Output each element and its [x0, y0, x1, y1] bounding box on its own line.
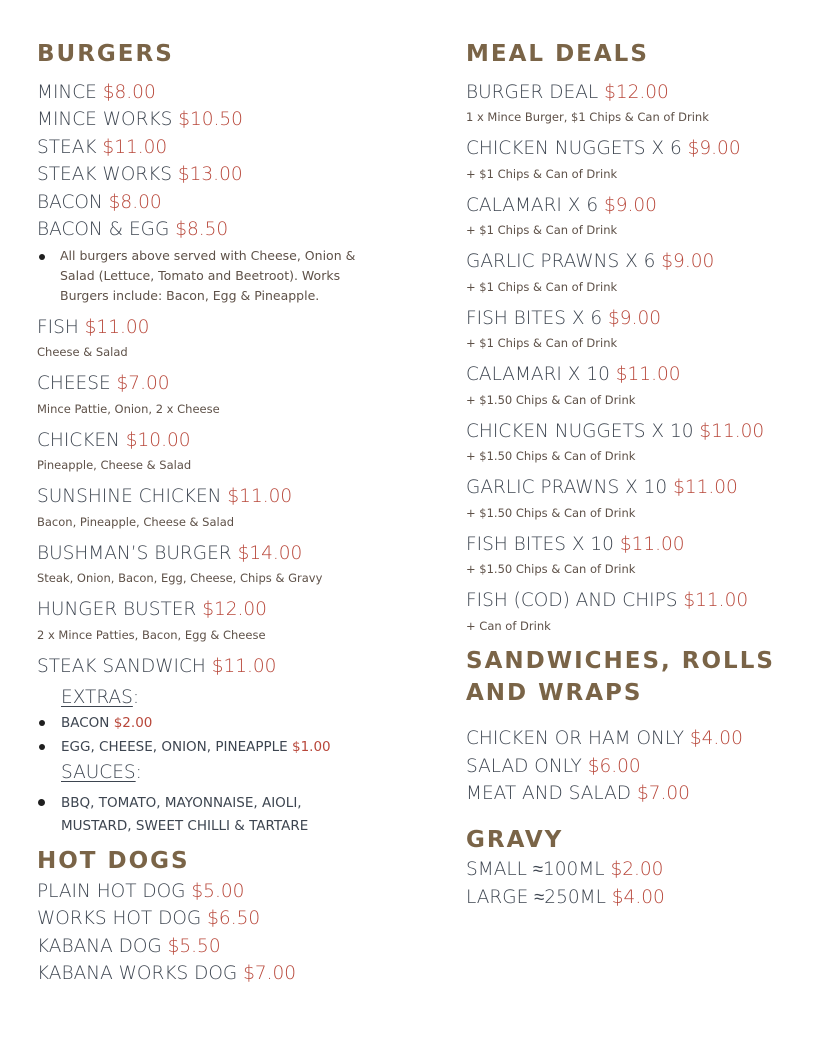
sauces-list: BBQ, TOMATO, MAYONNAISE, AIOLI, [61, 795, 302, 811]
meal-deals-heading: MEAL DEALS [466, 41, 649, 67]
menu-item: BUSHMAN’S BURGER $14.00 [37, 543, 303, 564]
menu-item: CHICKEN NUGGETS X 10 $11.00 [466, 421, 765, 442]
item-description: + $1.50 Chips & Can of Drink [466, 449, 636, 463]
menu-item: BACON & EGG $8.50 [37, 219, 229, 240]
menu-item: SMALL ≈100ML $2.00 [466, 859, 664, 880]
burgers-note: All burgers above served with Cheese, Onion & Salad (Lettuce, Tomato and Beetroot). Works Burgers include: Bacon, Egg & Pineapple. [60, 248, 356, 303]
sandwiches-heading: SANDWICHES, ROLLS [466, 648, 775, 674]
bullet-icon [38, 799, 45, 806]
menu-item: CHICKEN OR HAM ONLY $4.00 [466, 728, 743, 749]
menu-item: FISH $11.00 [37, 317, 150, 338]
sauces-list: MUSTARD, SWEET CHILLI & TARTARE [61, 818, 309, 834]
menu-item: CALAMARI X 6 $9.00 [466, 195, 657, 216]
menu-item: STEAK SANDWICH $11.00 [37, 656, 277, 677]
item-description: + Can of Drink [466, 619, 551, 633]
gravy-heading: GRAVY [466, 827, 564, 853]
menu-item: GARLIC PRAWNS X 6 $9.00 [466, 251, 715, 272]
menu-item: WORKS HOT DOG $6.50 [37, 908, 261, 929]
menu-item: SALAD ONLY $6.00 [466, 756, 641, 777]
menu-item: MINCE WORKS $10.50 [37, 109, 243, 130]
menu-item: KABANA WORKS DOG $7.00 [37, 963, 297, 984]
menu-item: FISH BITES X 6 $9.00 [466, 308, 661, 329]
bullet-icon [39, 744, 45, 750]
bullet-icon [39, 254, 45, 260]
menu-item: LARGE ≈250ML $4.00 [466, 887, 665, 908]
menu-item: FISH (COD) AND CHIPS $11.00 [466, 590, 749, 611]
menu-item: FISH BITES X 10 $11.00 [466, 534, 685, 555]
menu-item: SUNSHINE CHICKEN $11.00 [37, 486, 293, 507]
item-description: Bacon, Pineapple, Cheese & Salad [37, 515, 235, 529]
menu-item: HUNGER BUSTER $12.00 [37, 599, 267, 620]
menu-item: MEAT AND SALAD $7.00 [466, 783, 690, 804]
menu-item: GARLIC PRAWNS X 10 $11.00 [466, 477, 738, 498]
menu-item: BACON $8.00 [37, 192, 162, 213]
sandwiches-heading: AND WRAPS [466, 680, 643, 706]
burgers-heading: BURGERS [37, 41, 174, 67]
extras-label: EXTRAS: [61, 687, 140, 708]
menu-item: KABANA DOG $5.50 [37, 936, 221, 957]
item-description: + $1.50 Chips & Can of Drink [466, 562, 636, 576]
bullet-icon [39, 720, 45, 726]
item-description: + $1 Chips & Can of Drink [466, 336, 618, 350]
menu-item: CALAMARI X 10 $11.00 [466, 364, 681, 385]
menu-item: MINCE $8.00 [37, 82, 156, 103]
extra-item: EGG, CHEESE, ONION, PINEAPPLE $1.00 [61, 739, 331, 755]
item-description: + $1 Chips & Can of Drink [466, 223, 618, 237]
item-description: + $1 Chips & Can of Drink [466, 280, 618, 294]
menu-item: BURGER DEAL $12.00 [466, 82, 669, 103]
menu-item: CHICKEN NUGGETS X 6 $9.00 [466, 138, 741, 159]
item-description: + $1 Chips & Can of Drink [466, 167, 618, 181]
item-description: + $1.50 Chips & Can of Drink [466, 393, 636, 407]
menu-item: STEAK WORKS $13.00 [37, 164, 243, 185]
menu-item: CHEESE $7.00 [37, 373, 170, 394]
menu-item: STEAK $11.00 [37, 137, 168, 158]
item-description: Pineapple, Cheese & Salad [37, 458, 192, 472]
item-description: Steak, Onion, Bacon, Egg, Cheese, Chips & Gravy [37, 571, 323, 585]
item-description: + $1.50 Chips & Can of Drink [466, 506, 636, 520]
menu-item: CHICKEN $10.00 [37, 430, 191, 451]
hotdogs-heading: HOT DOGS [37, 848, 190, 874]
menu-item: PLAIN HOT DOG $5.00 [37, 881, 245, 902]
item-description: 2 x Mince Patties, Bacon, Egg & Cheese [37, 628, 266, 642]
extra-item: BACON $2.00 [61, 715, 153, 731]
item-description: 1 x Mince Burger, $1 Chips & Can of Drink [466, 110, 709, 124]
item-description: Cheese & Salad [37, 345, 128, 359]
sauces-label: SAUCES: [61, 762, 142, 783]
item-description: Mince Pattie, Onion, 2 x Cheese [37, 402, 220, 416]
